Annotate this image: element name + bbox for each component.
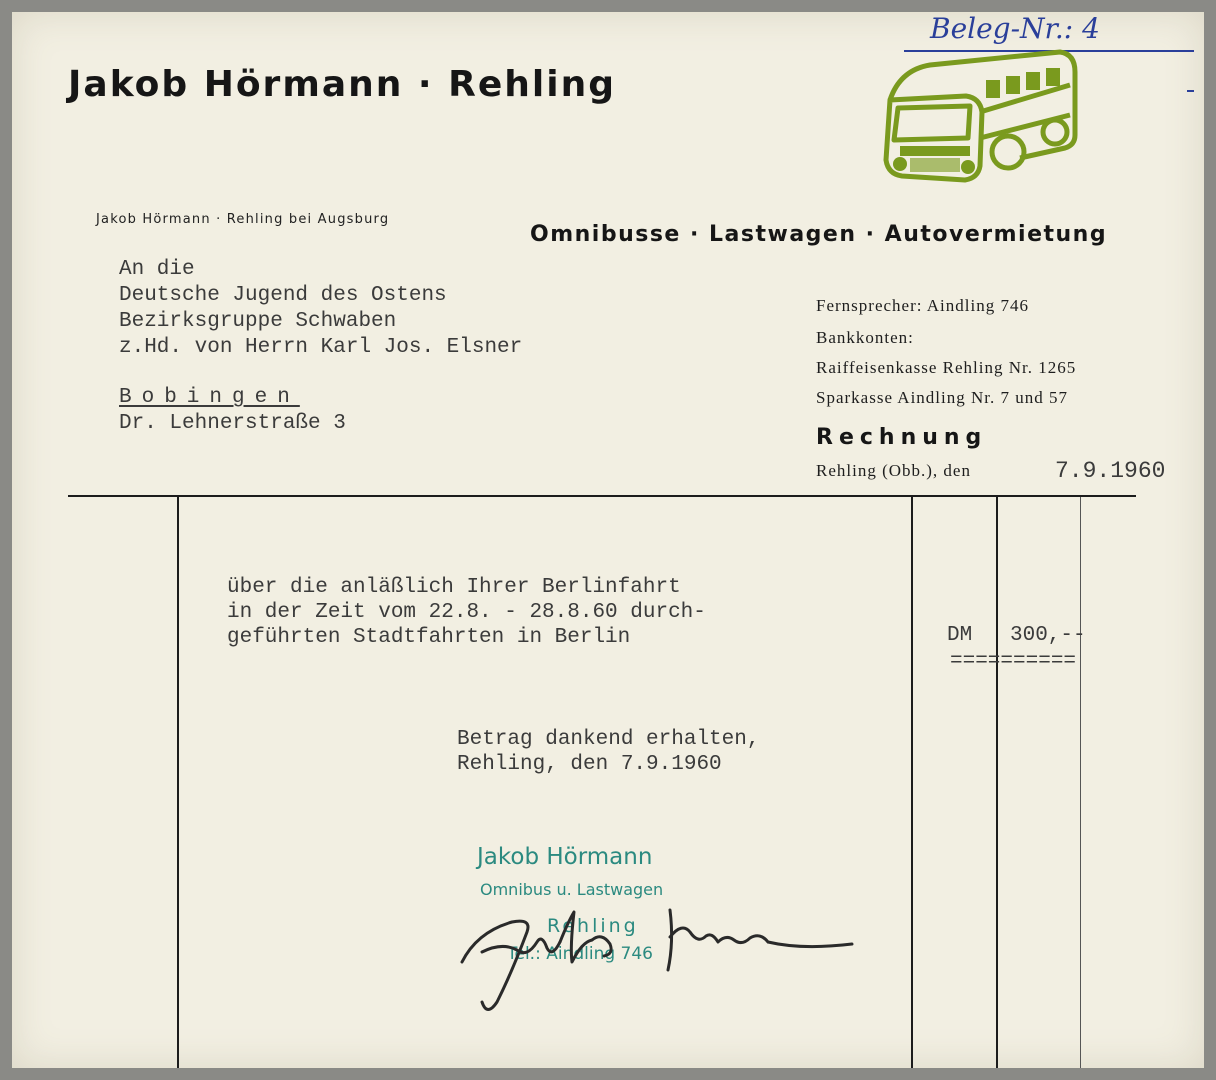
table-amount-rule bbox=[996, 497, 998, 1068]
company-title: Jakob Hörmann · Rehling bbox=[68, 64, 616, 105]
recipient-line-4: z.Hd. von Herrn Karl Jos. Elsner bbox=[119, 336, 523, 359]
amount-double-rule: ========== bbox=[950, 650, 1077, 673]
recipient-line-3: Bezirksgruppe Schwaben bbox=[119, 310, 397, 333]
item-amount: 300,-- bbox=[1010, 624, 1086, 647]
beleg-number-annotation: Beleg-Nr.: 4 bbox=[930, 12, 1100, 45]
table-left-rule bbox=[177, 497, 179, 1068]
beleg-dash bbox=[1187, 90, 1194, 92]
table-currency-rule bbox=[911, 497, 913, 1068]
table-cents-rule bbox=[1080, 497, 1081, 1068]
item-currency: DM bbox=[947, 624, 973, 647]
item-description-3: geführten Stadtfahrten in Berlin bbox=[227, 626, 631, 649]
recipient-line-1: An die bbox=[119, 258, 195, 281]
invoice-label: Rechnung bbox=[816, 425, 988, 450]
invoice-date: 7.9.1960 bbox=[1055, 458, 1166, 484]
sender-return-address: Jakob Hörmann · Rehling bei Augsburg bbox=[96, 212, 390, 227]
stamp-name: Jakob Hörmann bbox=[477, 844, 653, 870]
receipt-line-2: Rehling, den 7.9.1960 bbox=[457, 753, 722, 776]
stamp-city: Rehling bbox=[547, 915, 639, 937]
bank-account-2: Sparkasse Aindling Nr. 7 und 57 bbox=[816, 388, 1068, 407]
signature bbox=[442, 892, 862, 1022]
table-top-rule bbox=[68, 495, 1136, 497]
recipient-city: Bobingen bbox=[119, 386, 300, 409]
item-description-2: in der Zeit vom 22.8. - 28.8.60 durch- bbox=[227, 601, 706, 624]
recipient-line-2: Deutsche Jugend des Ostens bbox=[119, 284, 447, 307]
bus-icon bbox=[870, 40, 1080, 190]
receipt-line-1: Betrag dankend erhalten, bbox=[457, 728, 760, 751]
stamp-phone: Tel.: Aindling 746 bbox=[507, 944, 653, 964]
invoice-paper bbox=[12, 12, 1204, 1068]
place-date-label: Rehling (Obb.), den bbox=[816, 461, 971, 480]
company-services: Omnibusse · Lastwagen · Autovermietung bbox=[530, 222, 1108, 247]
item-description-1: über die anläßlich Ihrer Berlinfahrt bbox=[227, 576, 681, 599]
recipient-street: Dr. Lehnerstraße 3 bbox=[119, 412, 346, 435]
stamp-subtitle: Omnibus u. Lastwagen bbox=[480, 880, 664, 899]
bank-account-1: Raiffeisenkasse Rehling Nr. 1265 bbox=[816, 358, 1077, 377]
phone-number: Fernsprecher: Aindling 746 bbox=[816, 296, 1029, 315]
bank-accounts-label: Bankkonten: bbox=[816, 328, 914, 347]
